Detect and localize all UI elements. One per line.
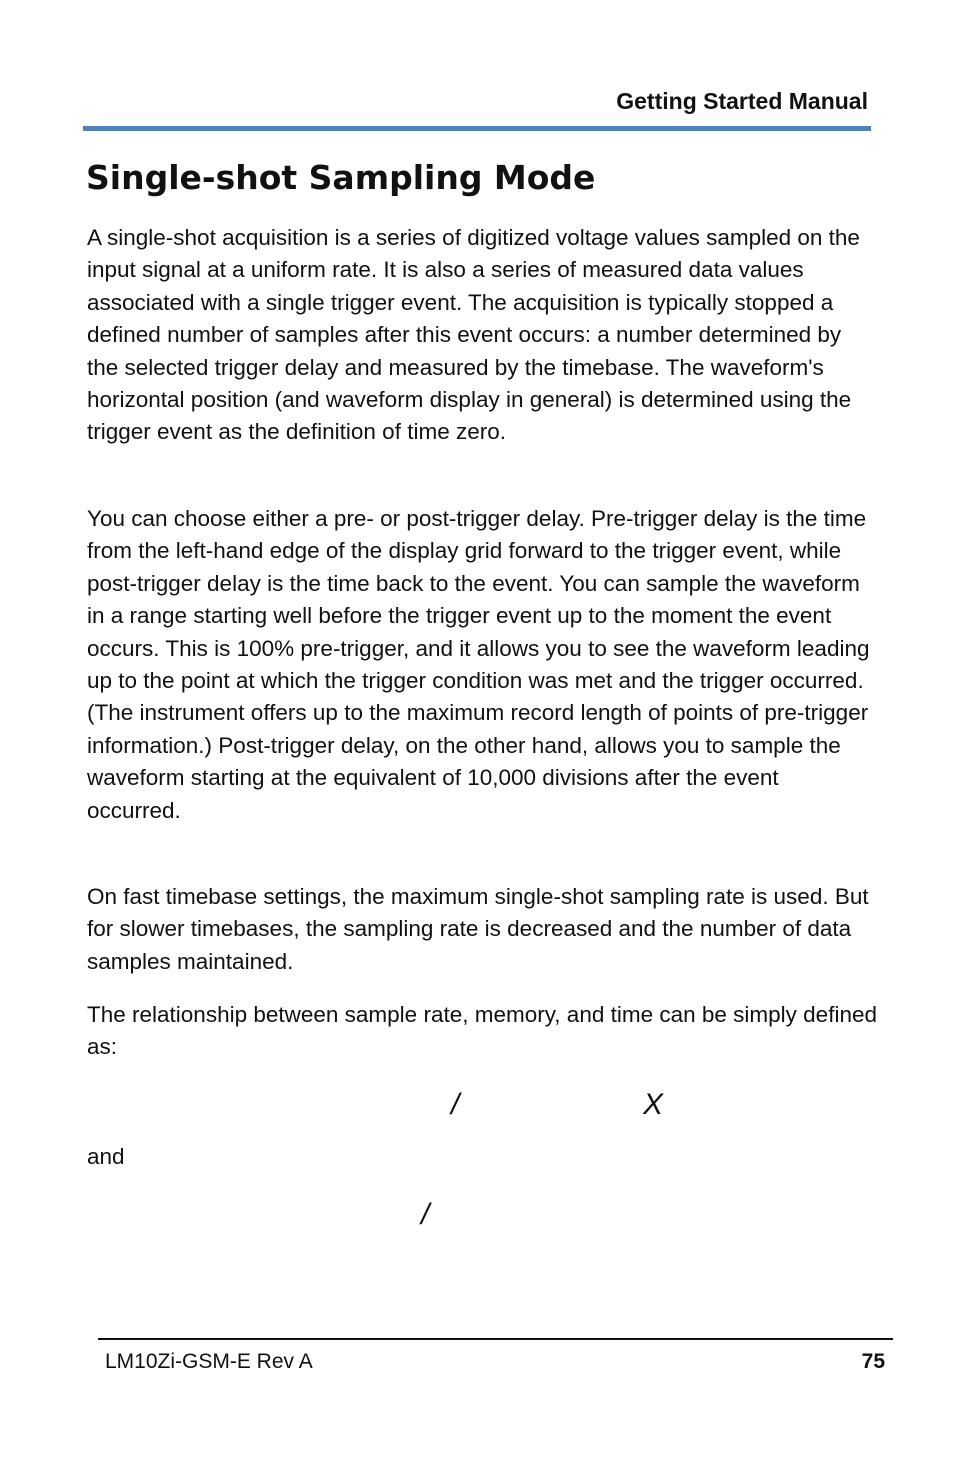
equation-1-multiply-operator: X	[643, 1088, 664, 1121]
section-heading: Single-shot Sampling Mode	[86, 158, 596, 197]
running-header-title: Getting Started Manual	[616, 88, 868, 114]
footer-divider	[98, 1338, 893, 1340]
paragraph-trigger-delay: You can choose either a pre- or post-trigger delay. Pre-trigger delay is the time from the left-hand edge of the display grid forward to the trigger event, while post-trigger delay is the time back to the event. You can sample the waveform in a range starting well before the trigger event up to the moment the event occurs. This is 100% pre-trigger, and it allows you to see the waveform leading up to the point at which the trigger condition was met and the trigger occurred. (The instrument offers up to the maximum record length of points of pre-trigger information.) Post-trigger delay, on the other hand, allows you to sample the waveform starting at the equivalent of 10,000 divisions after the event occurred.	[87, 506, 870, 823]
equation-1-divide-operator: /	[451, 1088, 460, 1121]
footer-page-number: 75	[861, 1350, 885, 1373]
paragraph-relationship: The relationship between sample rate, memory, and time can be simply defined as:	[87, 1002, 877, 1060]
equation-2-divide-operator: /	[421, 1198, 430, 1231]
footer-document-id: LM10Zi-GSM-E Rev A	[105, 1350, 313, 1373]
header-divider	[83, 126, 871, 131]
paragraph-single-shot-acquisition: A single-shot acquisition is a series of digitized voltage values sampled on the input signal at a uniform rate. It is also a series of measured data values associated with a single trigger event. The acquisition is typically stopped a defined number of samples after this event occurs: a number determined by the selected trigger delay and measured by the timebase. The waveform's horizontal position (and waveform display in general) is determined using the trigger event as the definition of time zero.	[87, 225, 860, 445]
equation-connector: and	[87, 1144, 125, 1169]
paragraph-timebase-settings: On fast timebase settings, the maximum single-shot sampling rate is used. But for slower timebases, the sampling rate is decreased and the number of data samples maintained.	[87, 884, 869, 974]
